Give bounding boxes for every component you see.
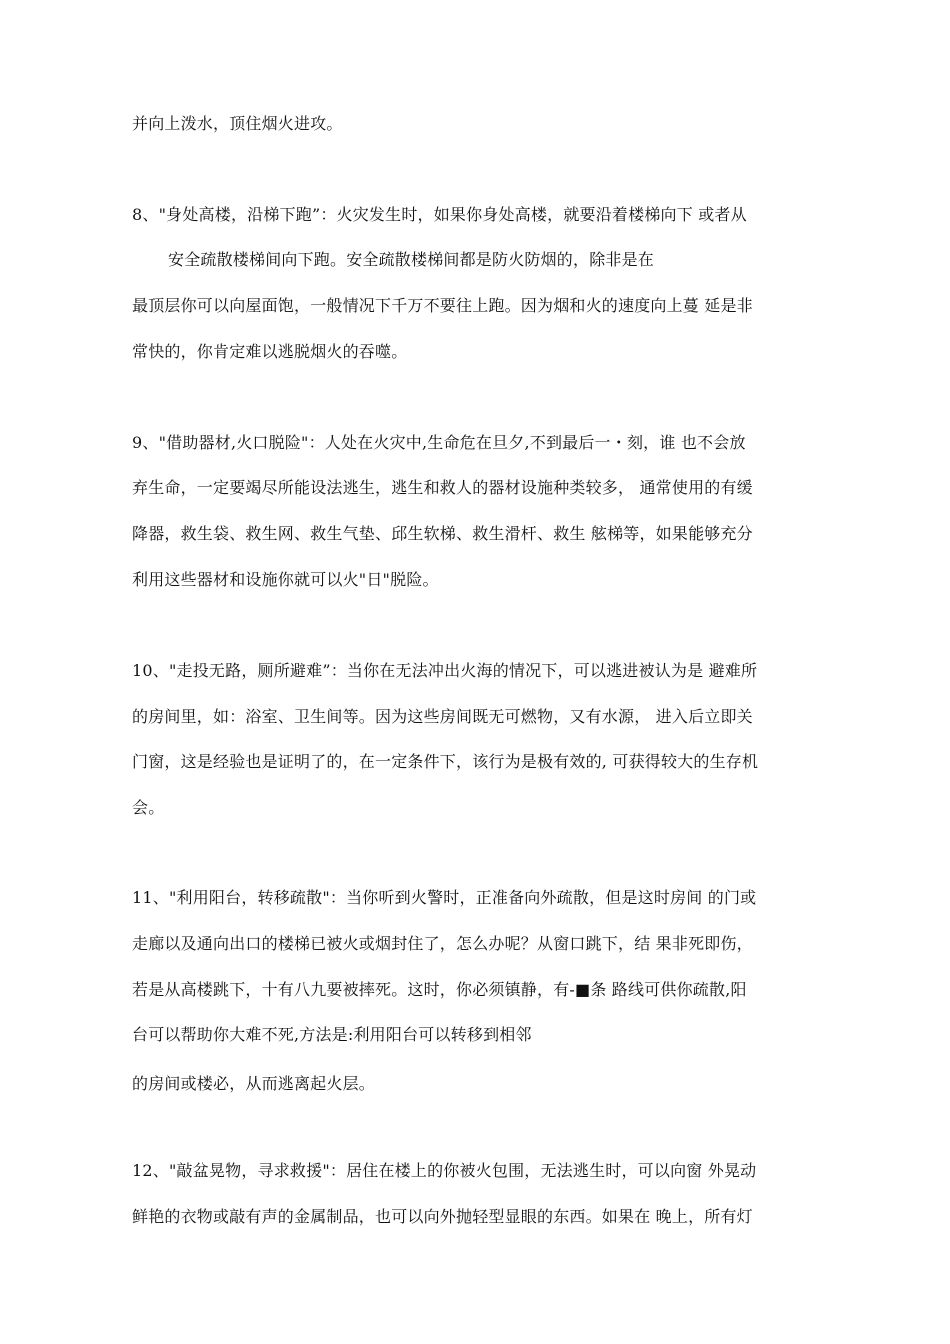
text-line: 若是从高楼跳下，十有八九要被摔死。这时，你必须镇静，有-■条 路线可供你疏散,阳 [132,980,747,999]
text-line: 降器，救生袋、救生网、救生气垫、邱生软梯、救生滑杆、救生 舷梯等，如果能够充分 [132,524,753,543]
text-line: 并向上泼水，顶住烟火进攻。 [132,114,343,133]
text-line: 的房间或楼必，从而逃离起火层。 [132,1074,376,1093]
text-line: 鲜艳的衣物或敲有声的金属制品，也可以向外抛轻型显眼的东西。如果在 晚上，所有灯 [132,1207,753,1226]
text-line: 常快的，你肯定难以逃脱烟火的吞噬。 [132,342,408,361]
text-line: 最顶层你可以向屋面饱，一般情况下千万不要往上跑。因为烟和火的速度向上蔓 延是非 [132,296,753,315]
text-line: 台可以帮助你大难不死,方法是:利用阳台可以转移到相邻 [132,1025,532,1044]
text-line: 门窗，这是经验也是证明了的，在一定条件下，该行为是极有效的, 可获得较大的生存机 [132,752,759,771]
text-line: 8、"身处高楼，沿梯下跑”：火灾发生时，如果你身处高楼，就要沿着楼梯向下 或者从 [132,205,747,224]
text-line: 走廊以及通向出口的楼梯已被火或烟封住了，怎么办呢？从窗口跳下，结 果非死即伤， [132,934,753,953]
text-line: 的房间里，如：浴室、卫生间等。因为这些房间既无可燃物，又有水源， 进入后立即关 [132,707,753,726]
text-line: 12、"敲盆晃物，寻求救援"：居住在楼上的你被火包围，无法逃生时，可以向窗 外晃动 [132,1161,757,1180]
text-line: 9、"借助器材,火口脱险"：人处在火灾中,生命危在旦夕,不到最后一・刻，谁 也不会放 [132,433,746,452]
text-line: 弃生命，一定要竭尽所能设法逃生，逃生和救人的器材设施种类较多， 通常使用的有缓 [132,478,753,497]
text-line: 11、"利用阳台，转移疏散"：当你听到火警时，正准备向外疏散，但是这时房间 的门或 [132,888,757,907]
text-line: 10、"走投无路，厕所避难”：当你在无法冲出火海的情况下，可以逃进被认为是 避难所 [132,661,758,680]
text-line: 安全疏散楼梯间向下跑。安全疏散楼梯间都是防火防烟的，除非是在 [168,250,655,269]
text-line: 会。 [132,798,165,817]
text-line: 利用这些器材和设施你就可以火"日"脱险。 [132,570,439,589]
